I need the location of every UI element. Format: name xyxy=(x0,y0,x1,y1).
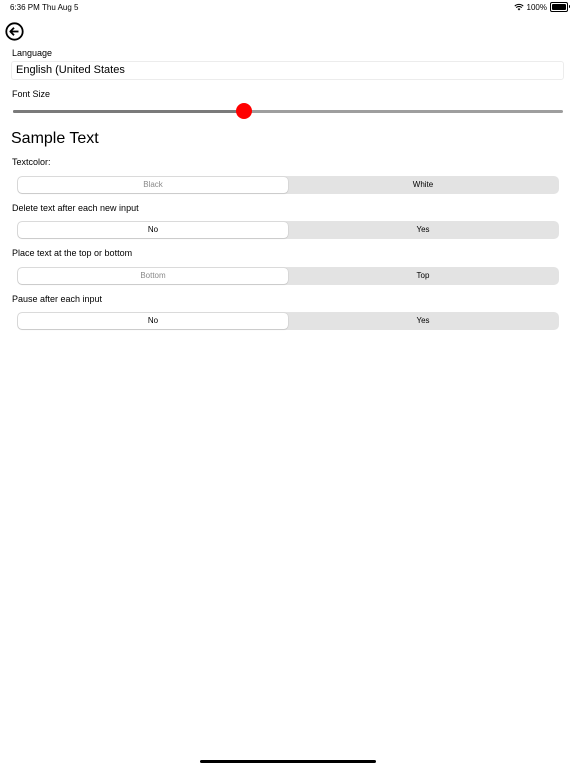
setting-label-pause: Pause after each input xyxy=(12,294,103,304)
setting-label-text-position: Place text at the top or bottom xyxy=(12,248,133,258)
segment-black[interactable]: Black xyxy=(18,177,288,193)
status-bar xyxy=(0,0,576,16)
segment-yes[interactable]: Yes xyxy=(416,225,430,234)
font-size-label: Font Size xyxy=(12,89,51,99)
battery-icon xyxy=(550,2,568,12)
sample-text: Sample Text xyxy=(11,130,99,147)
delete-text-segmented-control xyxy=(17,221,559,239)
arrow-left-circle-icon xyxy=(5,22,24,41)
battery-percent: 100% xyxy=(526,2,547,12)
status-indicators xyxy=(514,2,568,12)
font-size-slider-fill xyxy=(13,110,244,113)
language-label: Language xyxy=(12,48,53,58)
text-position-segmented-control xyxy=(17,267,559,285)
setting-label-textcolor: Textcolor: xyxy=(12,157,51,167)
wifi-icon xyxy=(514,3,524,11)
segment-white[interactable]: White xyxy=(412,180,434,189)
segment-no[interactable]: No xyxy=(18,222,288,238)
status-time: 6:36 PM xyxy=(10,3,40,12)
language-field[interactable]: English (United States xyxy=(11,61,564,80)
textcolor-segmented-control xyxy=(17,176,559,194)
segment-top[interactable]: Top xyxy=(416,271,430,280)
pause-segmented-control xyxy=(17,312,559,330)
segment-no[interactable]: No xyxy=(18,313,288,329)
font-size-slider-thumb[interactable] xyxy=(236,103,252,119)
setting-label-delete-text: Delete text after each new input xyxy=(12,203,139,213)
segment-bottom[interactable]: Bottom xyxy=(18,268,288,284)
home-indicator xyxy=(200,760,376,763)
status-date: Thu Aug 5 xyxy=(42,3,79,12)
back-button[interactable] xyxy=(5,22,24,41)
segment-yes[interactable]: Yes xyxy=(416,316,430,325)
